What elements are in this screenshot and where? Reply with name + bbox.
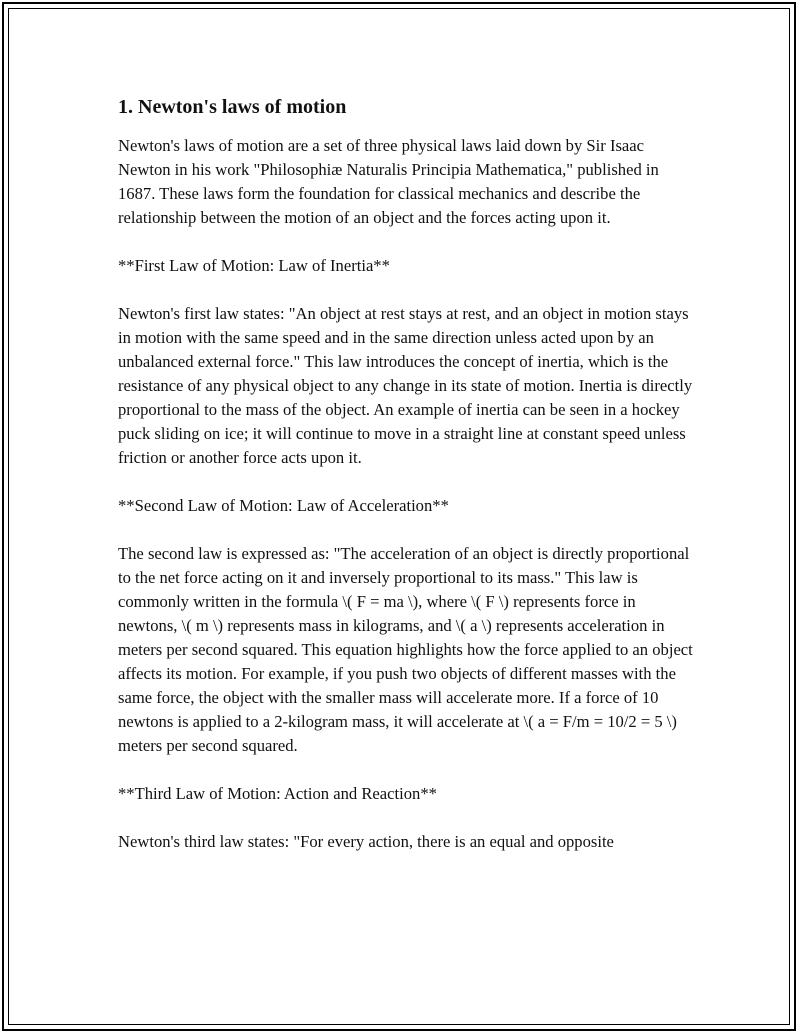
first-law-heading: **First Law of Motion: Law of Inertia** [118, 256, 390, 275]
third-law-paragraph: Newton's third law states: "For every action, there is an equal and opposite [118, 832, 614, 851]
first-law-paragraph: Newton's first law states: "An object at rest stays at rest, and an object in motion stays in motion with the same speed and in the same direction unless acted upon by an unbalanced external force." This law introduces the concept of inertia, which is the resistance of any physical object to any change in its state of motion. Inertia is directly proportional to the mass of the object. An example of inertia can be seen in a hockey puck sliding on ice; it will continue to move in a straight line at constant speed unless friction or another force acts upon it. [118, 304, 693, 467]
second-law-heading: **Second Law of Motion: Law of Acceleration** [118, 496, 449, 515]
intro-paragraph: Newton's laws of motion are a set of three physical laws laid down by Sir Isaac Newton in his work "Philosophiæ Naturalis Principia Mathematica," published in 1687. These laws form the foundation for classical mechanics and describe the relationship between the motion of an object and the forces acting upon it. [118, 136, 659, 227]
document-body [118, 94, 698, 878]
section-title: 1. Newton's laws of motion [118, 96, 347, 118]
second-law-paragraph: The second law is expressed as: "The acceleration of an object is directly proportional to the net force acting on it and inversely proportional to its mass." This law is commonly written in the formula \( F = ma \), where \( F \) represents force in newtons, \( m \) represents mass in kilograms, and \( a \) represents acceleration in meters per second squared. This equation highlights how the force applied to an object affects its motion. For example, if you push two objects of different masses with the same force, the object with the smaller mass will accelerate more. If a force of 10 newtons is applied to a 2-kilogram mass, it will accelerate at \( a = F/m = 10/2 = 5 \) meters per second squared. [118, 544, 693, 755]
third-law-heading: **Third Law of Motion: Action and Reaction** [118, 784, 437, 803]
